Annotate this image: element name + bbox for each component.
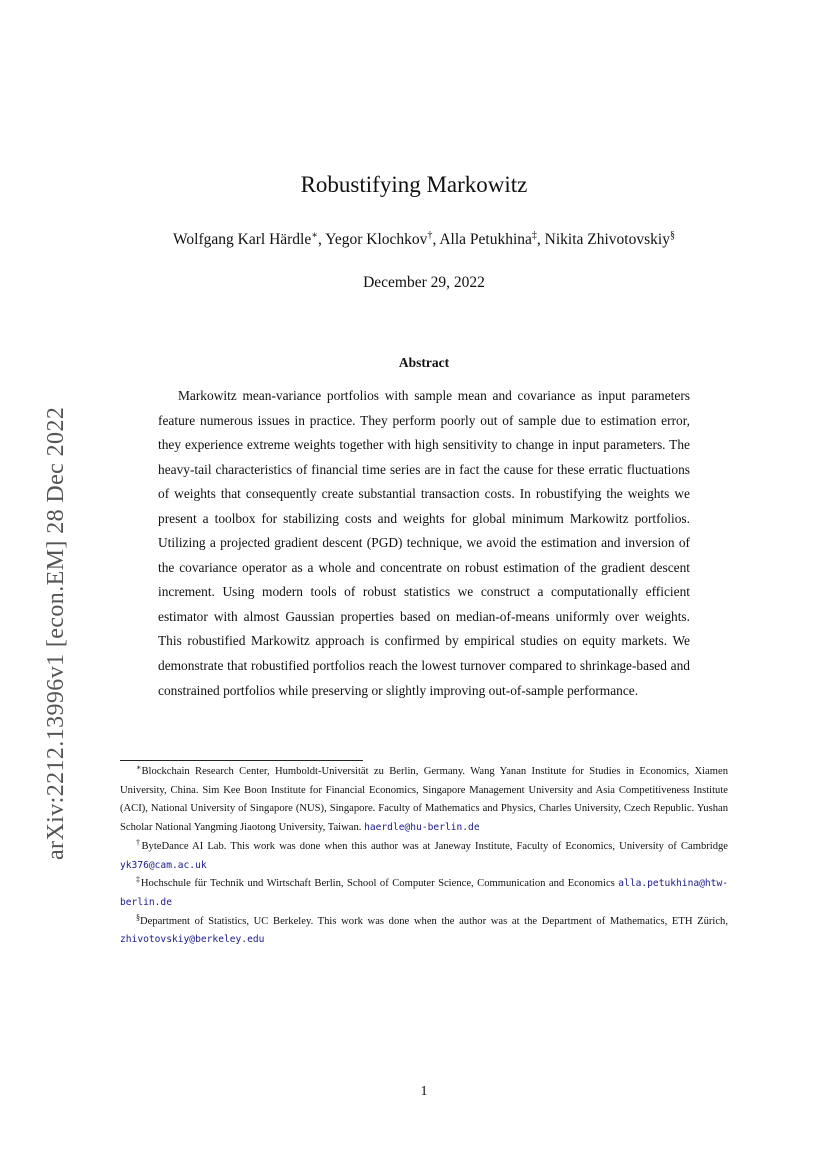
footnote-text: Department of Statistics, UC Berkeley. This work was done when the author was at the Department of Mathematics, ETH Zürich, bbox=[140, 915, 728, 927]
footnote bbox=[120, 838, 728, 875]
footnote-text: Hochschule für Technik und Wirtschaft Berlin, School of Computer Science, Communication and Economics bbox=[140, 878, 615, 890]
author-name: Nikita Zhivotovskiy bbox=[544, 231, 670, 248]
email-link[interactable]: haerdle@hu-berlin.de bbox=[364, 822, 480, 834]
footnote-divider bbox=[120, 760, 363, 761]
author-footnote-mark[interactable]: † bbox=[427, 230, 433, 241]
email-link[interactable]: alla.petukhina@htw-berlin.de bbox=[120, 878, 729, 908]
author-footnote-mark[interactable]: ∗ bbox=[311, 230, 319, 241]
arxiv-sidebar-stamp: arXiv:2212.13996v1 [econ.EM] 28 Dec 2022 bbox=[43, 406, 69, 860]
abstract-heading: Abstract bbox=[398, 355, 450, 370]
author-name: Alla Petukhina bbox=[439, 231, 532, 248]
author-footnote-mark[interactable]: § bbox=[669, 230, 675, 241]
footnote-mark: ∗ bbox=[136, 763, 142, 772]
footnote-mark: § bbox=[136, 912, 140, 922]
footnote bbox=[120, 875, 728, 912]
author-footnote-mark[interactable]: ‡ bbox=[531, 230, 537, 241]
page-number: 1 bbox=[420, 1084, 428, 1099]
footnote bbox=[120, 763, 728, 838]
paper-title: Robustifying Markowitz bbox=[300, 172, 528, 197]
paper-date: December 29, 2022 bbox=[363, 274, 485, 291]
footnote bbox=[120, 913, 728, 950]
author-name: Wolfgang Karl Härdle bbox=[173, 231, 312, 248]
footnotes bbox=[120, 763, 728, 950]
footnote-text: ByteDance AI Lab. This work was done when this author was at Janeway Institute, Faculty of Economics, University of Cambridge bbox=[141, 840, 729, 852]
author-name: Yegor Klochkov bbox=[325, 231, 428, 248]
email-link[interactable]: zhivotovskiy@berkeley.edu bbox=[120, 934, 265, 946]
footnote-mark: ‡ bbox=[136, 875, 141, 885]
email-link[interactable]: yk376@cam.ac.uk bbox=[120, 859, 207, 871]
abstract-text: Markowitz mean-variance portfolios with sample mean and covariance as input parameters feature numerous issues in practice. They perform poorly out of sample due to estimation error, they experience extreme weights together with high sensitivity to change in input parameters. The heavy-tail characteristics of financial time series are in fact the cause for these erratic fluctuations of weights that consequently create substantial transaction costs. In robustifying the weights we present a toolbox for stabilizing costs and weights for global minimum Markowitz portfolios. Utilizing a projected gradient descent (PGD) technique, we avoid the estimation and inversion of the covariance operator as a whole and concentrate on robust estimation of the gradient descent increment. Using modern tools of robust statistics we construct a computationally efficient estimator with almost Gaussian properties based on median-of-means uniformly over weights. This robustified Markowitz approach is confirmed by empirical studies on equity markets. We demonstrate that robustified portfolios reach the lowest turnover compared to shrinkage-based and constrained portfolios while preserving or slightly improving out-of-sample performance. bbox=[158, 388, 690, 698]
author-list: Wolfgang Karl Härdle∗, Yegor Klochkov†, Alla Petukhina‡, Nikita Zhivotovskiy§ bbox=[173, 230, 675, 248]
footnote-text: Blockchain Research Center, Humboldt-Universität zu Berlin, Germany. Wang Yanan Institute for Studies in Economics, Xiamen University, China. Sim Kee Boon Institute for Financial Economics, Singapore Management University and Asia Competitiveness Institute (ACI), National University of Singapore (NUS), Singapore. Faculty of Mathematics and Physics, Charles University, Czech Republic. Yushan Scholar National Yangming Jiaotong University, Taiwan. bbox=[120, 766, 728, 834]
footnote-mark: † bbox=[136, 837, 142, 847]
